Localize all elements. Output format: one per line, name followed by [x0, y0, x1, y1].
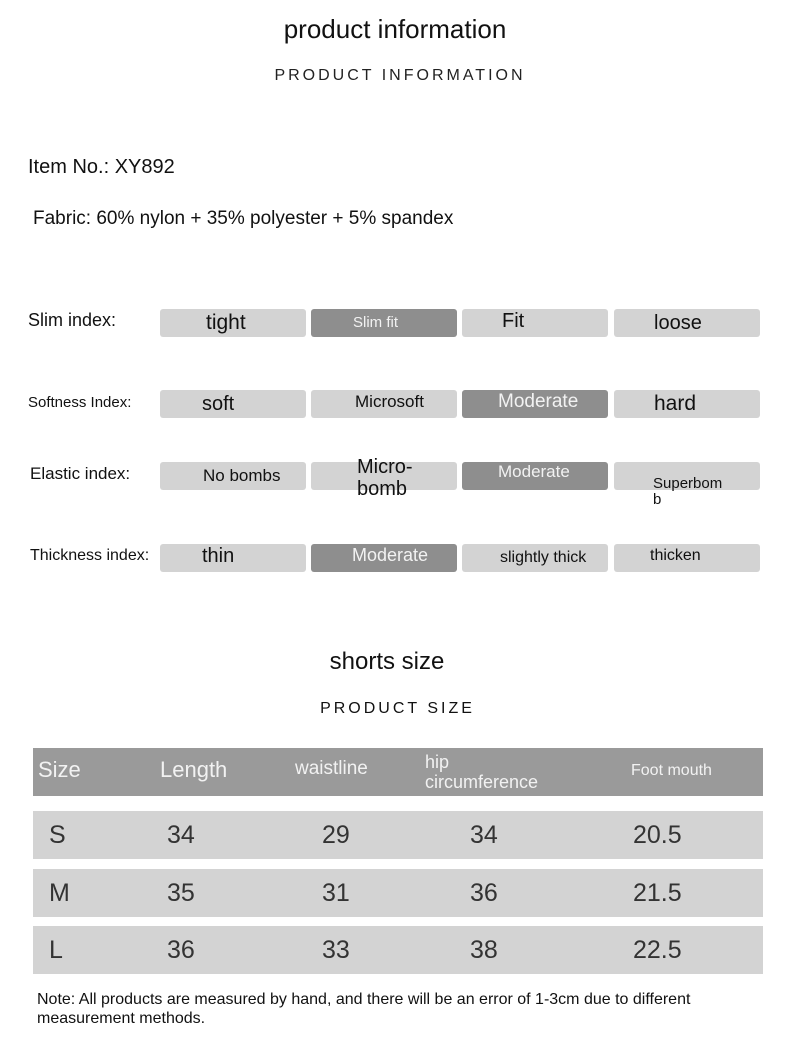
elastic-option-no-bombs — [160, 462, 306, 490]
cell-hip: 36 — [470, 879, 498, 907]
option-label: loose — [654, 312, 702, 334]
option-label: Superbom b — [653, 475, 723, 508]
softness-option-hard — [614, 390, 760, 418]
slim-index-label: Slim index: — [28, 310, 117, 330]
elastic-option-moderate — [462, 462, 608, 490]
header-hip-circumference: hip circumference — [425, 752, 539, 792]
elastic-index-label: Elastic index: — [30, 464, 131, 483]
option-label: Fit — [502, 310, 525, 332]
cell-length: 36 — [167, 936, 195, 964]
size-table-header — [33, 748, 763, 796]
slim-option-loose — [614, 309, 760, 337]
option-label: Slim fit — [353, 314, 398, 331]
elastic-option-superbomb — [614, 462, 760, 508]
table-row — [33, 869, 763, 917]
header-foot-mouth: Foot mouth — [631, 762, 712, 779]
page-title: product information — [283, 14, 507, 44]
thickness-option-thicken — [614, 544, 760, 572]
elastic-option-micro-bomb — [311, 456, 457, 500]
cell-size: M — [49, 879, 70, 907]
size-section-subtitle: PRODUCT SIZE — [320, 700, 475, 717]
cell-waistline: 29 — [322, 821, 350, 849]
option-label: Moderate — [498, 391, 579, 412]
cell-foot-mouth: 21.5 — [633, 879, 682, 907]
softness-option-microsoft — [311, 390, 457, 418]
option-label: tight — [206, 311, 246, 334]
cell-length: 35 — [167, 879, 195, 907]
softness-index-label: Softness Index: — [28, 394, 132, 411]
fabric-composition: Fabric: 60% nylon + 35% polyester + 5% spandex — [33, 208, 454, 229]
cell-size: L — [49, 936, 63, 964]
size-section-title: shorts size — [329, 648, 445, 675]
thickness-option-thin — [160, 544, 306, 572]
cell-waistline: 33 — [322, 936, 350, 964]
cell-hip: 38 — [470, 936, 498, 964]
option-label: thicken — [650, 547, 701, 564]
header-waistline: waistline — [295, 758, 368, 779]
page-subtitle: PRODUCT INFORMATION — [274, 67, 526, 84]
thickness-option-moderate — [311, 544, 457, 572]
option-label: Micro- bomb — [357, 456, 413, 500]
table-row — [33, 811, 763, 859]
option-label: hard — [654, 392, 697, 415]
option-label: slightly thick — [500, 549, 587, 566]
slim-option-slim-fit — [311, 309, 457, 337]
option-label: soft — [202, 393, 235, 415]
cell-hip: 34 — [470, 821, 498, 849]
option-label: thin — [202, 545, 235, 567]
cell-waistline: 31 — [322, 879, 350, 907]
option-label: No bombs — [203, 466, 281, 485]
thickness-index-label: Thickness index: — [30, 547, 150, 564]
cell-foot-mouth: 20.5 — [633, 821, 682, 849]
cell-foot-mouth: 22.5 — [633, 936, 682, 964]
item-number: Item No.: XY892 — [28, 156, 175, 178]
thickness-option-slightly-thick — [462, 544, 608, 572]
softness-option-soft — [160, 390, 306, 418]
slim-option-fit — [462, 309, 608, 337]
header-size: Size — [38, 757, 81, 782]
option-label: Moderate — [352, 545, 429, 565]
slim-option-tight — [160, 309, 306, 337]
measurement-note: Note: All products are measured by hand, and there will be an error of 1-3cm due to different measurement methods. — [37, 991, 691, 1027]
cell-size: S — [49, 821, 66, 849]
table-row — [33, 926, 763, 974]
cell-length: 34 — [167, 821, 195, 849]
softness-option-moderate — [462, 390, 608, 418]
option-label: Microsoft — [355, 392, 424, 411]
option-label: Moderate — [498, 462, 570, 481]
header-length: Length — [160, 757, 228, 782]
